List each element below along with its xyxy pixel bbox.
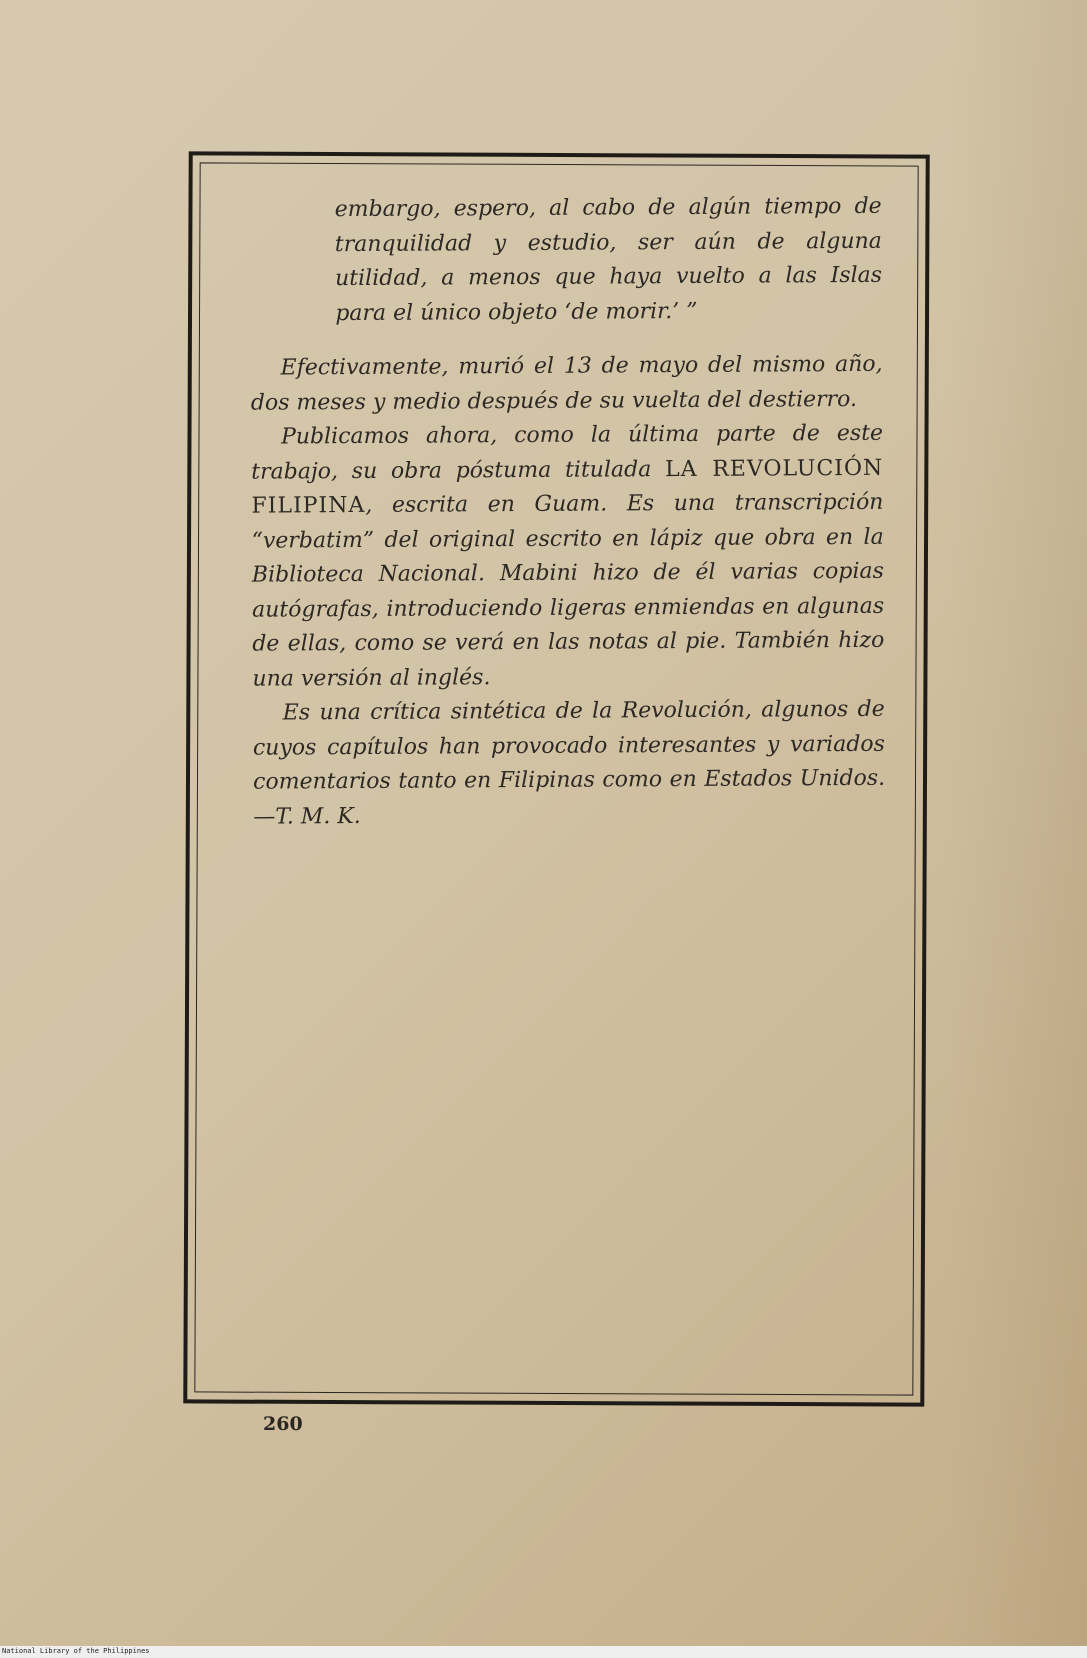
body-text (250, 190, 886, 835)
page-number: 260 (263, 1413, 303, 1435)
work-title: LA REVOLUCIÓN FILIPINA (251, 455, 884, 519)
quote-continuation: embargo, espero, al cabo de algún tiempo de tranquilidad y estudio, ser aún de alguna utilidad, a menos que haya vuelto a las Islas para el único objeto ‘de morir.’ ” (334, 193, 883, 326)
paragraph-critique: Es una crítica sintética de la Revolución, algunos de cuyos capítulos han provocado interesantes y variados comentarios tanto en Filipinas como en Estados Unidos.—T. M. K. (252, 696, 886, 830)
page-border-frame (183, 151, 929, 1406)
paragraph-publication-rest: , escrita en Guam. Es una transcripción “verbatim” del original escrito en lápiz que obra en la Biblioteca Nacional. Mabini hizo de él varias copias autógrafas, introduciendo ligeras enmiendas en algunas de ellas, como se verá en las notas al pie. También hizo una versión al inglés. (251, 489, 885, 692)
paragraph-death: Efectivamente, murió el 13 de mayo del mismo año, dos meses y medio después de su vuelta del destierro. (250, 351, 883, 416)
paragraph-publication-intro: Publicamos ahora, como la última parte de este trabajo, su obra póstuma titulada (251, 420, 884, 485)
footer-credit: National Library of the Philippines (2, 1647, 150, 1655)
page-edge-shadow (947, 0, 1087, 1658)
footer-strip (0, 1646, 1087, 1658)
paragraph-publication (251, 417, 885, 697)
